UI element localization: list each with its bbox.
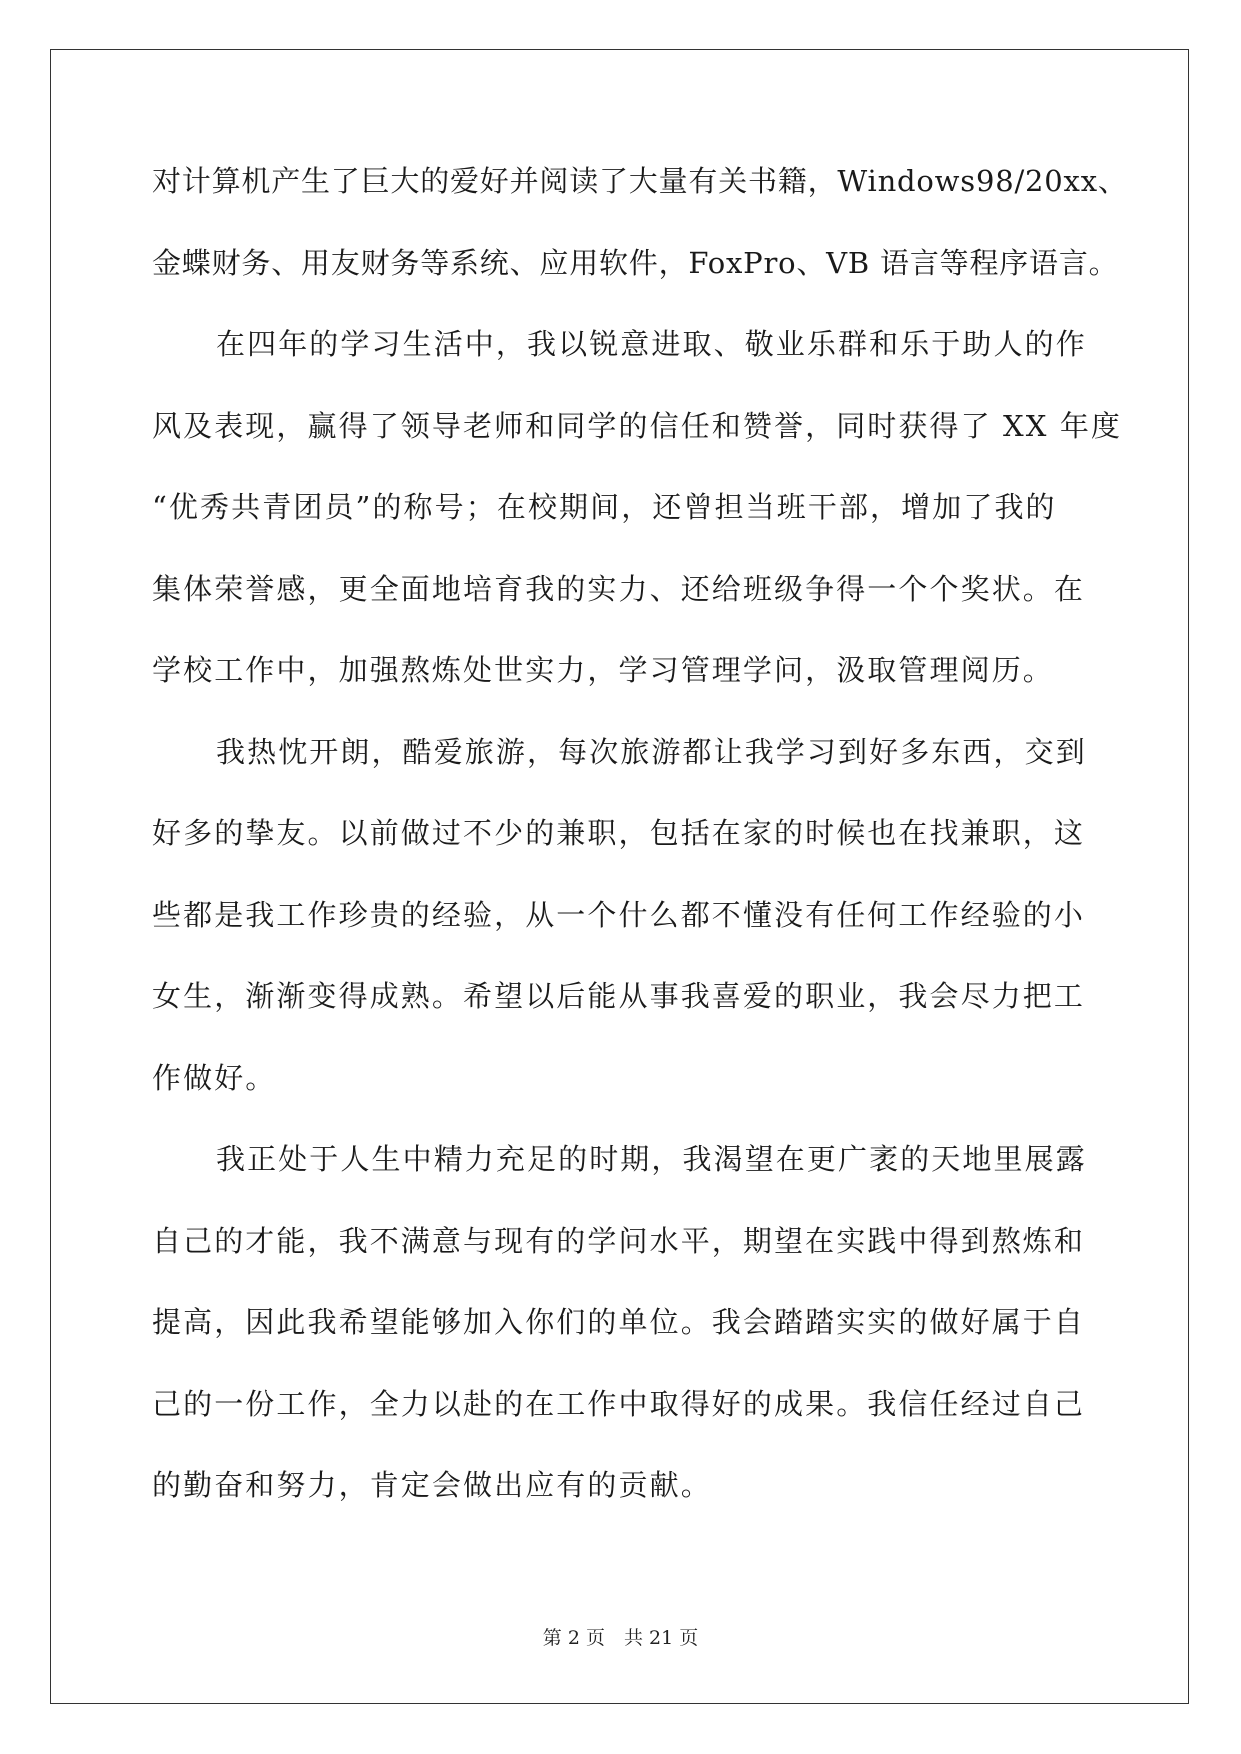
paragraph-line: 的勤奋和努力，肯定会做出应有的贡献。 bbox=[152, 1468, 712, 1502]
paragraph-line: 我正处于人生中精力充足的时期，我渴望在更广袤的天地里展露 bbox=[216, 1142, 1087, 1176]
paragraph-line: 己的一份工作，全力以赴的在工作中取得好的成果。我信任经过自己 bbox=[152, 1386, 1086, 1421]
paragraph-line: “优秀共青团员”的称号；在校期间，还曾担当班干部，增加了我的 bbox=[152, 490, 1057, 524]
paragraph-line: 自己的才能，我不满意与现有的学问水平，期望在实践中得到熬炼和 bbox=[152, 1223, 1086, 1258]
paragraph-line: 些都是我工作珍贵的经验，从一个什么都不懂没有任何工作经验的小 bbox=[152, 897, 1086, 932]
paragraph-line: 金蝶财务、用友财务等系统、应用软件，FoxPro、VB 语言等程序语言。 bbox=[152, 245, 1119, 280]
paragraph-line: 女生，渐渐变得成熟。希望以后能从事我喜爱的职业，我会尽力把工 bbox=[152, 979, 1086, 1013]
paragraph-line: 风及表现，赢得了领导老师和同学的信任和赞誉，同时获得了 XX 年度 bbox=[152, 408, 1123, 443]
paragraph-line: 作做好。 bbox=[152, 1060, 277, 1095]
paragraph-line: 在四年的学习生活中，我以锐意进取、敬业乐群和乐于助人的作 bbox=[216, 327, 1087, 361]
page-number: 第 2 页 共 21 页 bbox=[542, 1627, 699, 1649]
paragraph-line: 好多的挚友。以前做过不少的兼职，包括在家的时候也在找兼职，这 bbox=[152, 816, 1086, 850]
document-body bbox=[152, 163, 1128, 1549]
paragraph-line: 提高，因此我希望能够加入你们的单位。我会踏踏实实的做好属于自 bbox=[152, 1305, 1086, 1339]
paragraph-line: 学校工作中，加强熬炼处世实力，学习管理学问，汲取管理阅历。 bbox=[152, 653, 1054, 687]
paragraph-line: 我热忱开朗，酷爱旅游，每次旅游都让我学习到好多东西，交到 bbox=[216, 734, 1087, 769]
paragraph-line: 对计算机产生了巨大的爱好并阅读了大量有关书籍，Windows98/20xx、 bbox=[152, 164, 1128, 198]
paragraph-line: 集体荣誉感，更全面地培育我的实力、还给班级争得一个个奖状。在 bbox=[152, 571, 1086, 606]
